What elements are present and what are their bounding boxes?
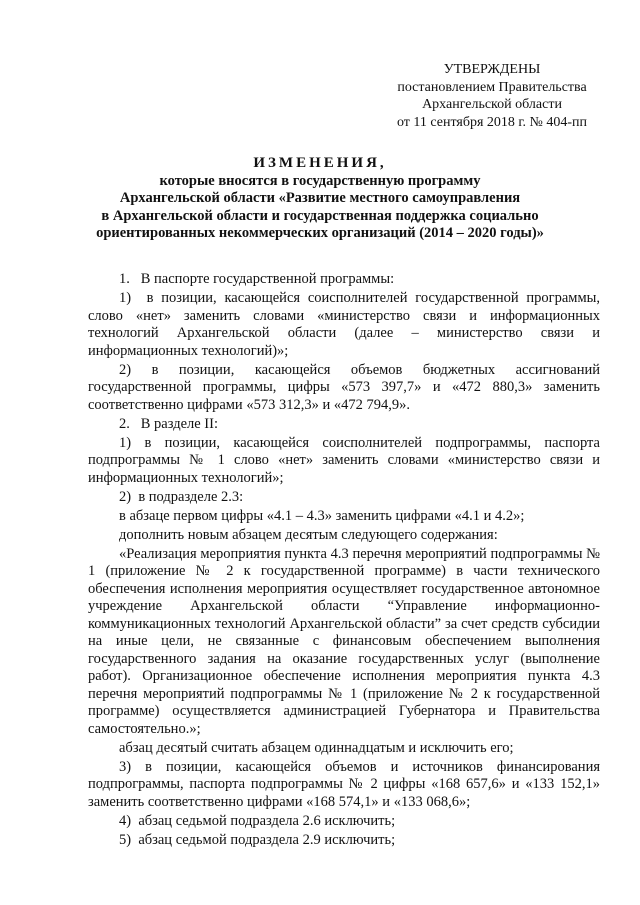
paragraph: дополнить новым абзацем десятым следующего содержания: (119, 526, 498, 543)
paragraph: «Реализация мероприятия пункта 4.3 перечня мероприятий подпрограммы № 1 (приложение № 2 к государственной программе) в части технического обеспечения исполнения мероприятия осуществляет государственное автономное учреждение Архангельской области “Управление информационно-коммуникационных технологий Архангельской области” за счет средств субсидии на иные цели, не связанные с финансовым обеспечением выполнения государственного задания на оказание государственных услуг (выполнение работ). Организационное обеспечение исполнения мероприятия пункта 4.3 перечня мероприятий подпрограммы № 1 (приложение № 2 к государственной программе) осуществляется администрацией Губернатора и Правительства самостоятельно.»; (88, 545, 600, 737)
approval-line: от 11 сентября 2018 г. № 404-пп (396, 114, 588, 130)
title-line: в Архангельской области и государственная поддержка социально (101, 207, 539, 224)
document-title (80, 155, 560, 243)
paragraph: 2) в позиции, касающейся объемов бюджетных ассигнований государственной программы, цифры «573 397,7» и «472 880,3» заменить соответственно цифрами «573 312,3» и «472 794,9». (88, 361, 600, 413)
approval-line: постановлением Правительства (397, 79, 587, 95)
paragraph: 5) абзац седьмой подраздела 2.9 исключить; (119, 831, 396, 848)
paragraph: 1) в позиции, касающейся соисполнителей подпрограммы, паспорта подпрограммы № 1 слово «нет» заменить словами «министерство связи и информационных технологий»; (88, 434, 600, 486)
title-line: Архангельской области «Развитие местного самоуправления (119, 190, 521, 206)
approval-line: УТВЕРЖДЕНЫ (443, 62, 541, 77)
approval-line: Архангельской области (422, 97, 562, 112)
paragraph: 3) в позиции, касающейся объемов и источников финансирования подпрограммы, паспорта подпрограммы № 2 цифры «168 657,6» и «133 152,1» заменить соответственно цифрами «168 574,1» и «133 068,6»; (88, 758, 600, 810)
title-line: которые вносятся в государственную программу (159, 172, 481, 189)
paragraph: в абзаце первом цифры «4.1 – 4.3» заменить цифрами «4.1 и 4.2»; (119, 507, 525, 524)
paragraph: 2. В разделе II: (119, 415, 218, 432)
paragraph: 2) в подразделе 2.3: (119, 488, 244, 505)
document-body (88, 271, 600, 851)
paragraph: 1) в позиции, касающейся соисполнителей государственной программы, слово «нет» заменить словами «министерство связи и информационных технологий Архангельской области (далее – министерство связи и информационных технологий)»; (88, 290, 600, 359)
approval-stamp (380, 61, 604, 131)
paragraph: 1. В паспорте государственной программы: (119, 271, 395, 287)
paragraph: 4) абзац седьмой подраздела 2.6 исключить; (119, 812, 396, 829)
title-line: ориентированных некоммерческих организаций (2014 – 2020 годы)» (96, 225, 544, 241)
title-heading: ИЗМЕНЕНИЯ, (253, 155, 387, 171)
paragraph: абзац десятый считать абзацем одиннадцатым и исключить его; (119, 739, 514, 756)
